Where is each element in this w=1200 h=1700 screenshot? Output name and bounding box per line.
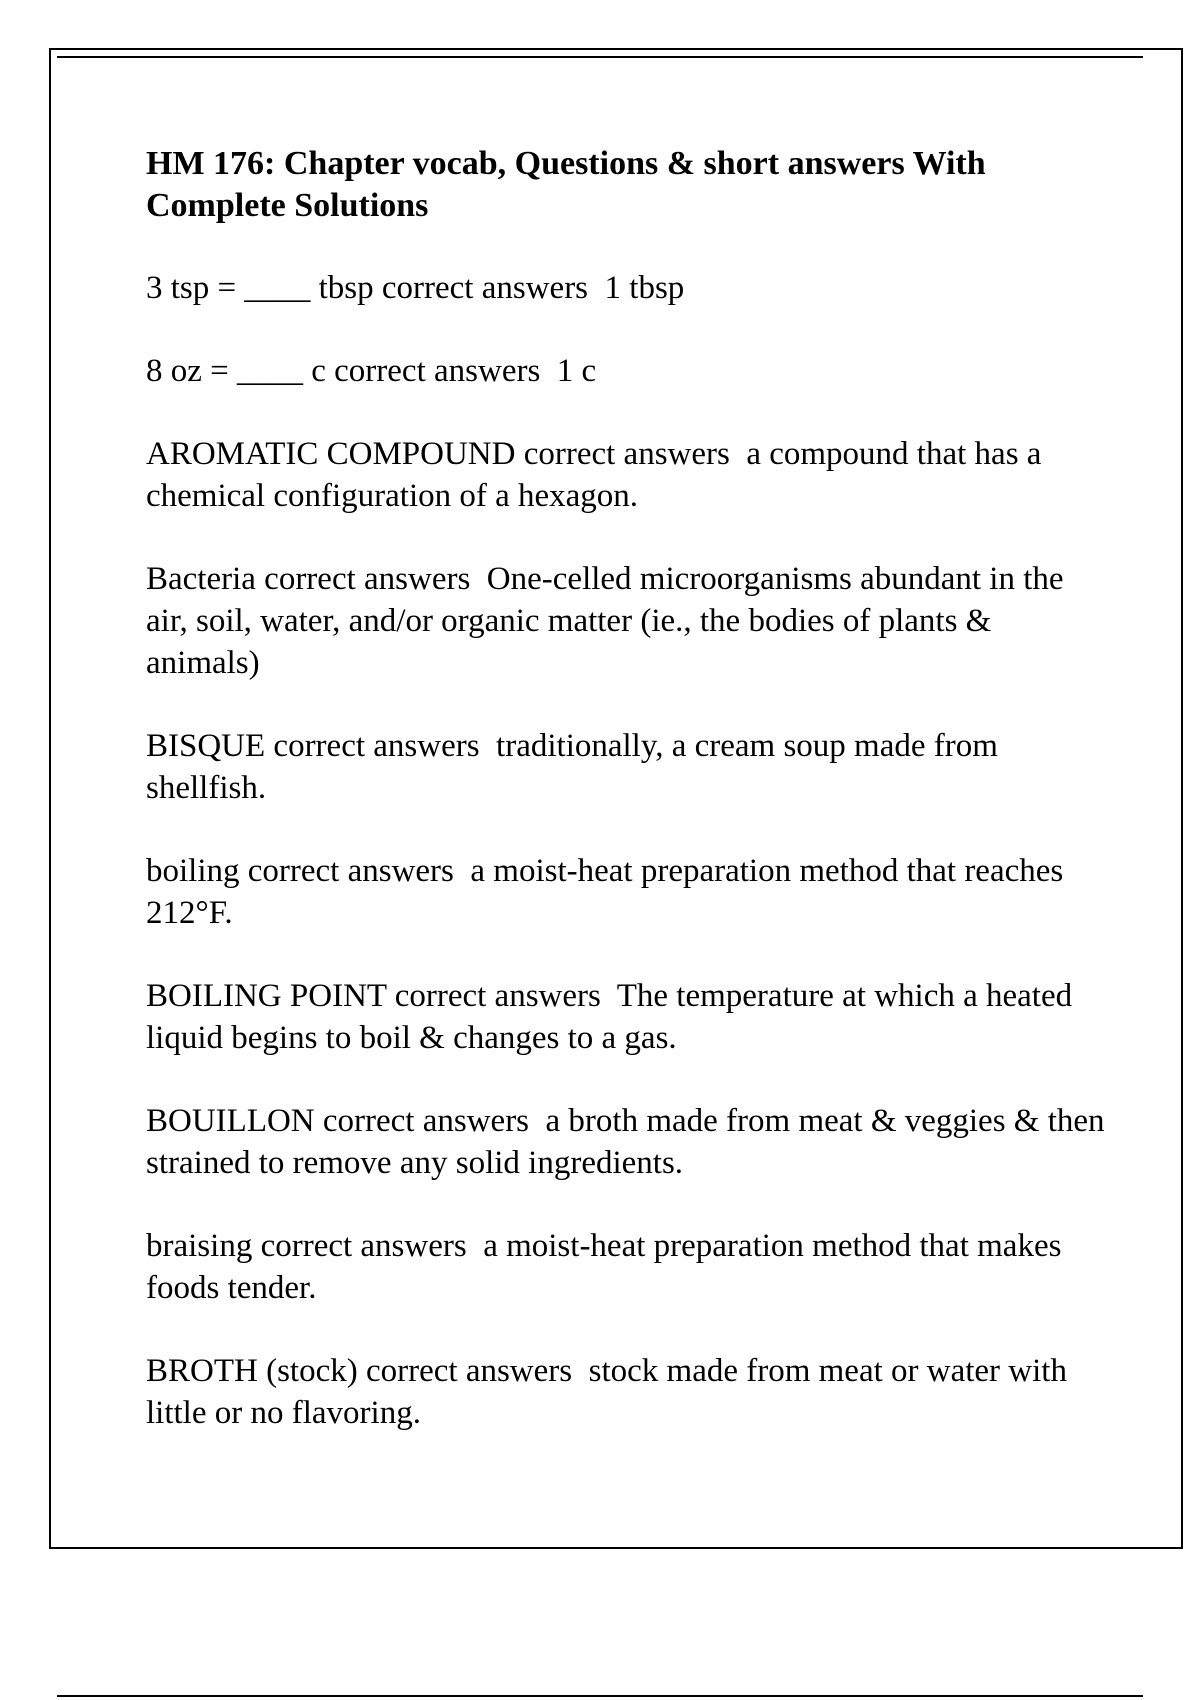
entry-bouillon: BOUILLON correct answers a broth made from meat & veggies & then strained to remove any solid ingredients. — [146, 1103, 1113, 1181]
document-body — [146, 143, 1113, 1475]
entry-boiling: boiling correct answers a moist-heat preparation method that reaches 212°F. — [146, 853, 1072, 931]
entry-aromatic-compound: AROMATIC COMPOUND correct answers a compound that has a chemical configuration of a hexagon. — [146, 436, 1050, 514]
entry-braising: braising correct answers a moist-heat preparation method that makes foods tender. — [146, 1228, 1070, 1306]
header-rule — [57, 56, 1143, 58]
entry-boiling-point: BOILING POINT correct answers The temperature at which a heated liquid begins to boil & changes to a gas. — [146, 978, 1081, 1056]
entry-tsp-tbsp: 3 tsp = ____ tbsp correct answers 1 tbsp — [146, 270, 685, 306]
entry-bacteria: Bacteria correct answers One-celled microorganisms abundant in the air, soil, water, and/or organic matter (ie., the bodies of plants & animals) — [146, 561, 1072, 681]
footer-rule — [57, 1695, 1143, 1697]
entry-bisque: BISQUE correct answers traditionally, a cream soup made from shellfish. — [146, 728, 1007, 806]
document-title: HM 176: Chapter vocab, Questions & short answers With Complete Solutions — [146, 145, 986, 224]
entry-oz-cup: 8 oz = ____ c correct answers 1 c — [146, 353, 597, 389]
entry-broth: BROTH (stock) correct answers stock made from meat or water with little or no flavoring. — [146, 1353, 1076, 1431]
